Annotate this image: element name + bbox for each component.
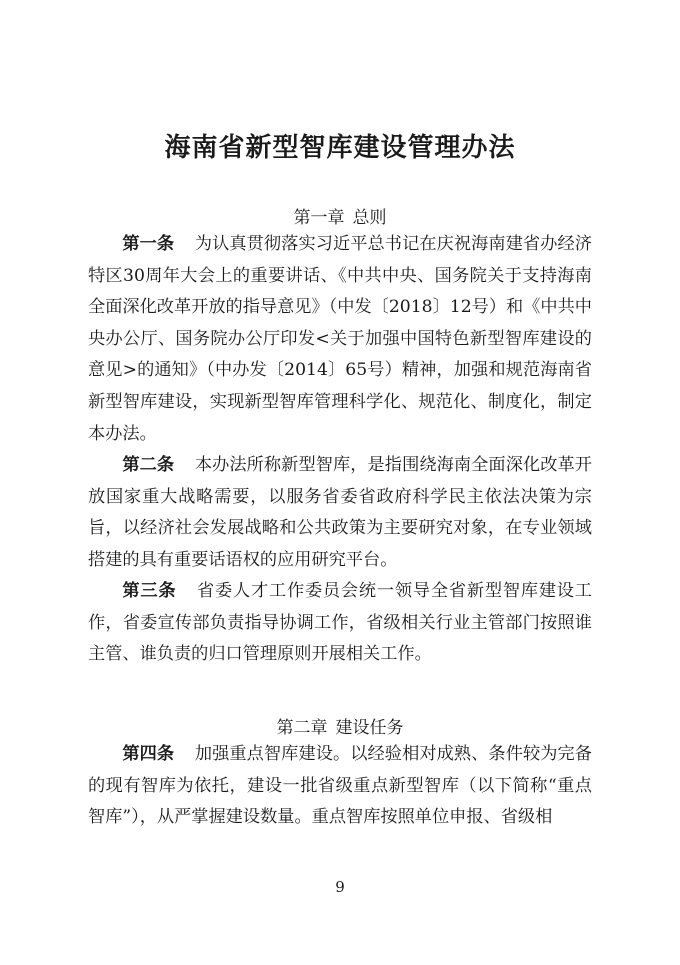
chapter-number: 第二章 xyxy=(276,718,328,738)
article-label: 第三条 xyxy=(122,581,177,601)
chapter-number: 第一章 xyxy=(293,208,345,228)
article-2 xyxy=(88,450,592,576)
article-text: 加强重点智库建设。以经验相对成熟、条件较为完备的现有智库为依托，建设一批省级重点新型智库（以下简称“重点智库”），从严掌握建设数量。重点智库按照单位申报、省级相 xyxy=(88,744,592,828)
article-text: 省委人才工作委员会统一领导全省新型智库建设工作，省委宣传部负责指导协调工作，省级相关行业主管部门按照谁主管、谁负责的归口管理原则开展相关工作。 xyxy=(88,581,592,665)
article-4 xyxy=(88,739,592,834)
chapter-name: 总则 xyxy=(352,208,387,228)
document-title: 海南省新型智库建设管理办法 xyxy=(164,133,516,163)
article-label: 第一条 xyxy=(122,234,175,254)
article-label: 第二条 xyxy=(122,455,175,475)
article-3 xyxy=(88,576,592,671)
page-number: 9 xyxy=(335,878,345,896)
chapter-name: 建设任务 xyxy=(335,718,404,738)
article-text: 本办法所称新型智库，是指围绕海南全面深化改革开放国家重大战略需要，以服务省委省政府科学民主依法决策为宗旨，以经济社会发展战略和公共政策为主要研究对象，在专业领域搭建的具有重要话语权的应用研究平台。 xyxy=(88,455,592,570)
article-text: 为认真贯彻落实习近平总书记在庆祝海南建省办经济特区30周年大会上的重要讲话、《中共中央、国务院关于支持海南全面深化改革开放的指导意见》（中发〔2018〕12号）和《中共中央办公厅、国务院办公厅印发<关于加强中国特色新型智库建设的意见>的通知》（中办发〔2014〕65号）精神，加强和规范海南省新型智库建设，实现新型智库管理科学化、规范化、制度化，制定本办法。 xyxy=(88,234,592,444)
article-label: 第四条 xyxy=(122,744,175,764)
article-1 xyxy=(88,229,592,450)
chapter-heading-2 xyxy=(0,713,680,738)
chapter-heading-1 xyxy=(0,203,680,228)
